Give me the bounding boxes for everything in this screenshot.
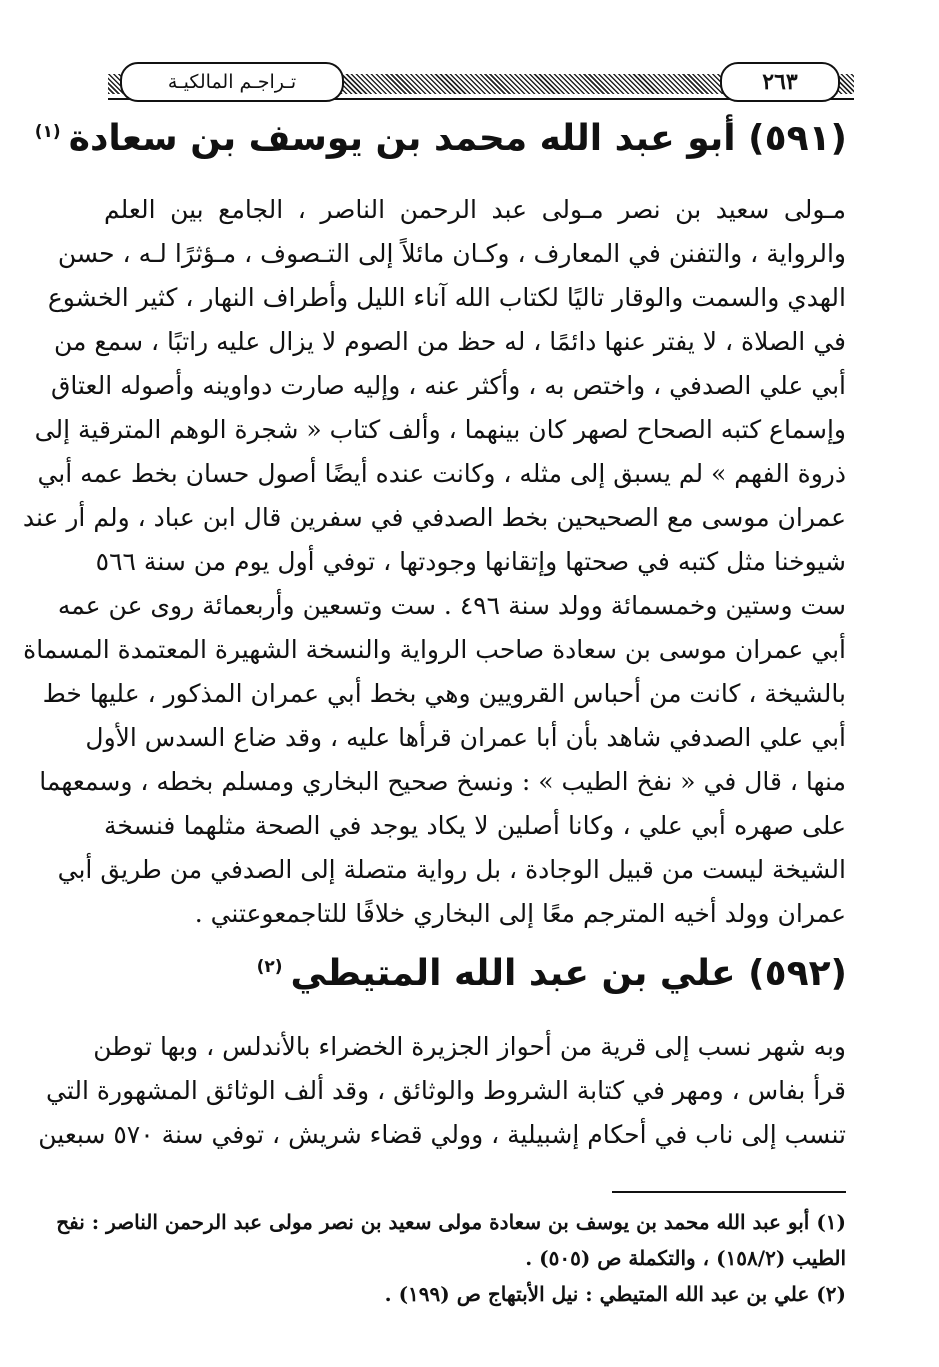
entry-body (38, 1025, 846, 1157)
footnote-line: (١) أبو عبد الله محمد بن يوسف بن سعادة مولى سعيد بن نصر مولى عبد الرحمن الناصر : نفح (56, 1210, 846, 1234)
text-line: مـولى سعيد بن نصر مـولى عبد الرحمن الناصر ، الجامع بين العلم (104, 195, 846, 224)
entry-heading-text: (٥٩١) أبو عبد الله محمد بن يوسف بن سعادة (68, 118, 847, 159)
text-line: ست وستين وخمسمائة وولد سنة ٤٩٦ . ست وتسعين وأربعمائة روى عن عمه (57, 591, 846, 620)
text-line: على صهره أبي علي ، وكانا أصلين لا يكاد يوجد في الصحة مثلهما فنسخة (104, 811, 846, 840)
footnote-ref: (١) (34, 122, 61, 142)
text-line: عمران موسى مع الصحيحين بخط الصدفي في سفرين قال ابن عباد ، ولم أر عند (22, 503, 846, 532)
text-line: أبي علي الصدفي شاهد بأن أبا عمران قرأها عليه ، وقد ضاع السدس الأول (85, 723, 846, 752)
page-header (108, 56, 854, 108)
text-line: منها ، قال في « نفخ الطيب » : ونسخ صحيح البخاري ومسلم بخطه ، وسمعهما (39, 767, 846, 796)
running-title: تـراجـم المالكيـة (120, 62, 344, 102)
text-line: وإسماع كتبه الصحاح لصهر كان بينهما ، وألف كتاب « شجرة الوهم المترقية إلى (34, 415, 846, 444)
entry-body (22, 188, 846, 936)
text-line: عمران وولد أخيه المترجم معًا إلى البخاري خلافًا للتاجمعوعتني . (194, 899, 846, 928)
text-line: والرواية ، والتفنن في المعارف ، وكـان مائلاً إلى التـصوف ، مـؤثرًا لـه ، حسن (57, 239, 846, 268)
text-line: الهدي والسمت والوقار تاليًا لكتاب الله آناء الليل وأطراف النهار ، كثير الخشوع (47, 283, 846, 312)
footnote-line: (٢) علي بن عبد الله المتيطي : نيل الأبتهاج ص (١٩٩) . (384, 1282, 846, 1306)
text-line: الشيخة ليست من قبيل الوجادة ، بل رواية متصلة إلى الصدفي من طريق أبي (57, 855, 846, 884)
footnote-line: الطيب (١٥٨/٢) ، والتكملة ص (٥٠٥) . (525, 1246, 846, 1270)
text-line: أبي عمران موسى بن سعادة صاحب الرواية والنسخة الشهيرة المعتمدة المسماة (23, 635, 846, 664)
entry-heading-text: (٥٩٢) علي بن عبد الله المتيطي (290, 953, 847, 994)
footnotes (56, 1204, 846, 1312)
entry-heading (35, 118, 847, 159)
footnote-separator (612, 1191, 846, 1193)
text-line: ذروة الفهم » لم يسبق إلى مثله ، وكانت عنده أيضًا أصول حسان بخط عمه أبي (37, 459, 846, 488)
text-line: أبي علي الصدفي ، واختص به ، وأكثر عنه ، وإليه صارت دواوينه وأصوله العتاق (50, 371, 846, 400)
footnote-ref: (٢) (256, 957, 283, 977)
text-line: تنسب إلى ناب في أحكام إشبيلية ، وولي قضاء شريش ، توفي سنة ٥٧٠ سبعين (38, 1120, 846, 1149)
text-line: شيوخنا مثل كتبه في صحتها وإتقانها وجودتها ، توفي أول يوم من سنة ٥٦٦ (95, 547, 846, 576)
text-line: وبه شهر نسب إلى قرية من أحواز الجزيرة الخضراء بالأندلس ، وبها توطن (93, 1032, 846, 1061)
page-number: ٢٦٣ (720, 62, 840, 102)
text-line: في الصلاة ، لا يفتر عنها دائمًا ، له حظ من الصوم لا يزال عليه راتبًا ، سمع من (54, 327, 846, 356)
entry-heading (257, 953, 847, 994)
text-line: بالشيخة ، كانت من أحباس القرويين وهي بخط أبي عمران المذكور ، عليها خط (42, 679, 846, 708)
text-line: قرأ بفاس ، ومهر في كتابة الشروط والوثائق ، وقد ألف الوثائق المشهورة التي (46, 1076, 846, 1105)
